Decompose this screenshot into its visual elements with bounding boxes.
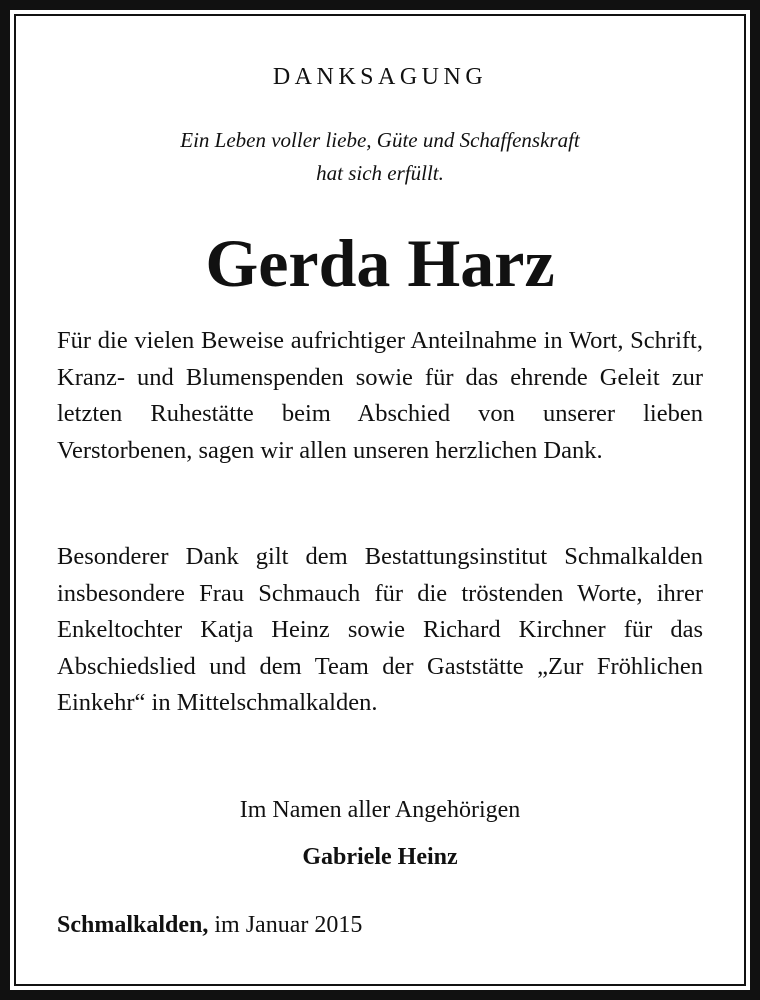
motto-line-1: Ein Leben voller liebe, Güte und Schaffenskraft — [180, 128, 580, 152]
deceased-name: Gerda Harz — [205, 225, 555, 301]
place-date — [57, 908, 362, 942]
motto-line-2: hat sich erfüllt. — [316, 161, 444, 185]
closing-line: Im Namen aller Angehörigen — [239, 797, 521, 823]
notice-heading: DANKSAGUNG — [272, 64, 488, 90]
thanks-paragraph-1: Für die vielen Beweise aufrichtiger Anteilnahme in Wort, Schrift, Kranz- und Blumenspenden sowie für das ehrende Geleit zur letzten Ruhestätte beim Abschied von unserer lieben Verstorbenen, sagen wir allen unseren herzlichen Dank. — [57, 327, 703, 464]
signer-name: Gabriele Heinz — [302, 844, 458, 870]
thanks-paragraph-2: Besonderer Dank gilt dem Bestattungsinstitut Schmalkalden insbesondere Frau Schmauch für die tröstenden Worte, ihrer Enkeltochter Katja Heinz sowie Richard Kirchner für das Abschiedslied und dem Team der Gaststätte „Zur Fröhlichen Einkehr“ in Mittelschmalkalden. — [57, 543, 703, 716]
place: Schmalkalden, — [57, 912, 209, 938]
date: im Januar 2015 — [214, 912, 363, 938]
motto — [0, 124, 760, 190]
